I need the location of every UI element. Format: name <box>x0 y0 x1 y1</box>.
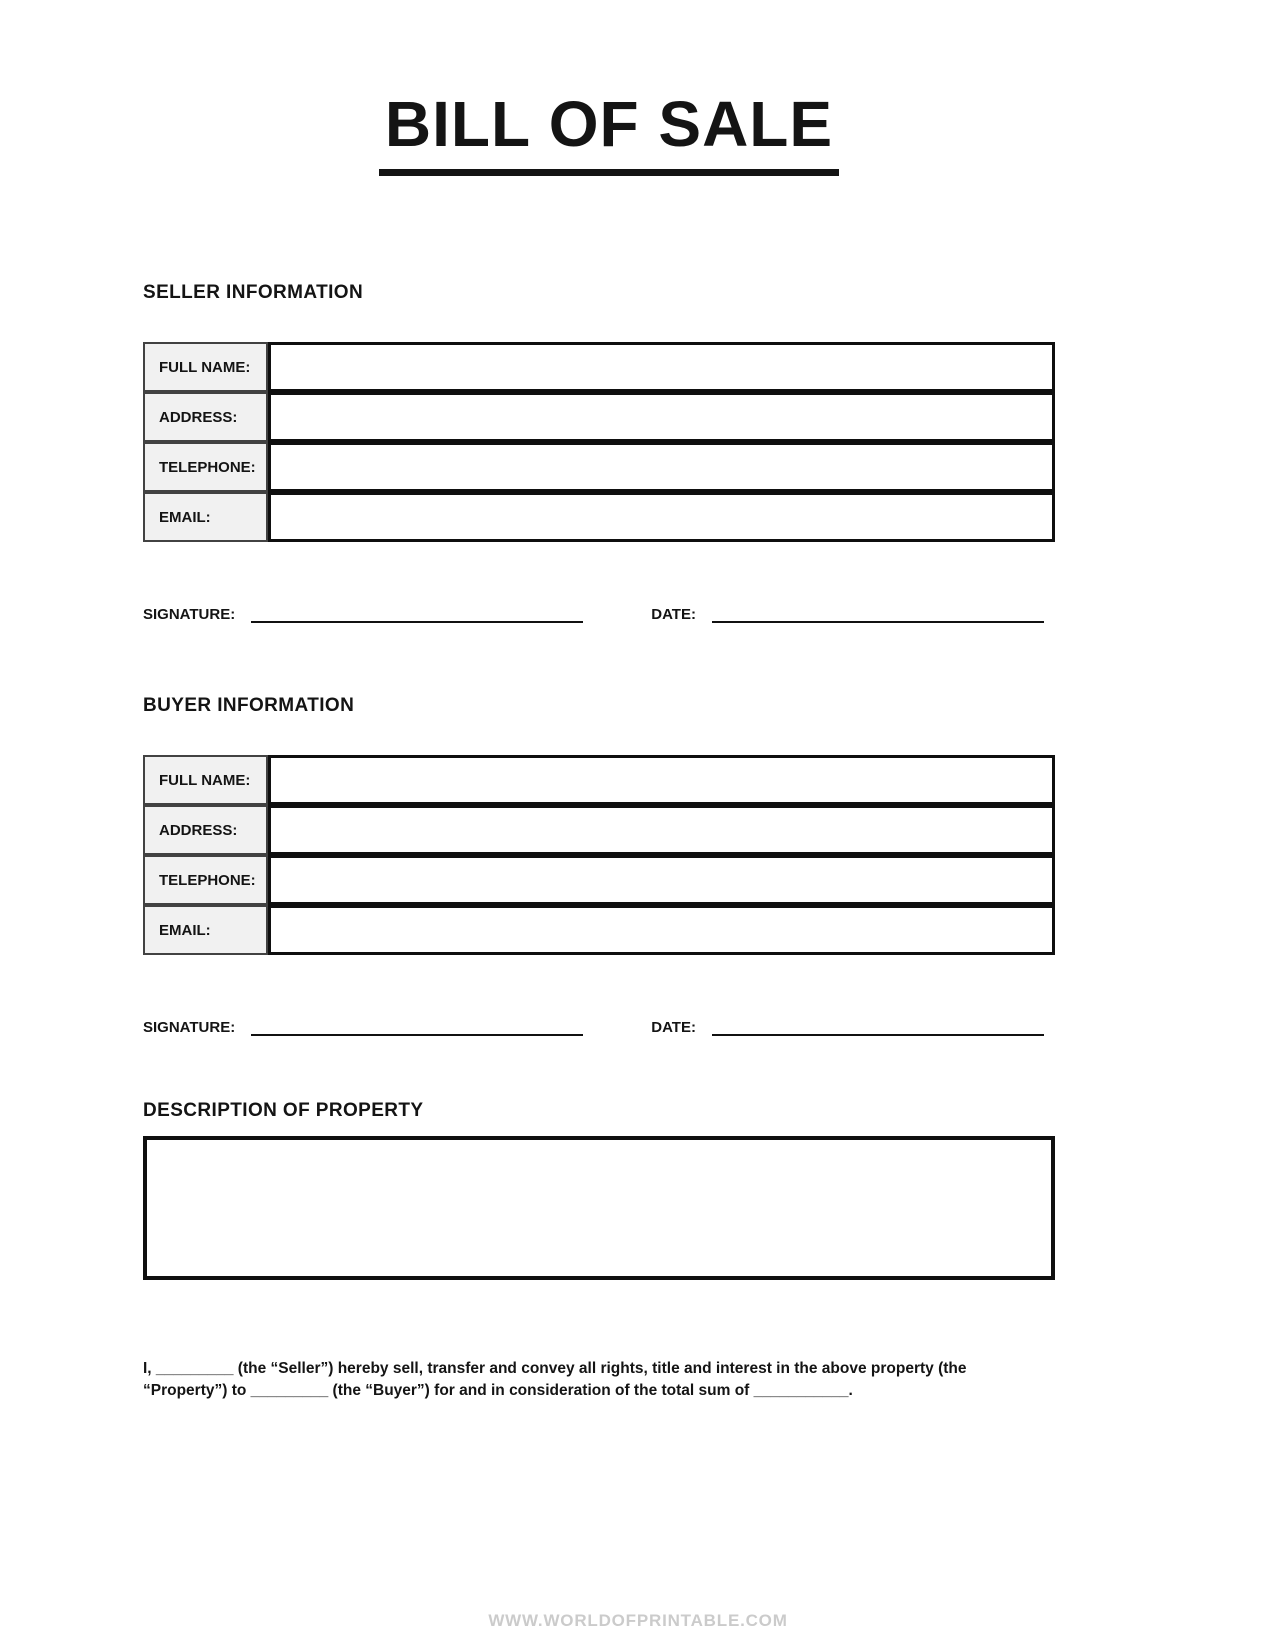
buyer-telephone-row <box>143 855 1055 905</box>
buyer-email-field[interactable] <box>268 905 1055 955</box>
buyer-signature-label: SIGNATURE: <box>143 1019 236 1036</box>
seller-signature-label: SIGNATURE: <box>143 606 236 623</box>
buyer-full-name-field[interactable] <box>268 755 1055 805</box>
title-underline-rule <box>379 169 839 176</box>
buyer-address-field[interactable] <box>268 805 1055 855</box>
footer-website-text: WWW.WORLDOFPRINTABLE.COM <box>488 1611 788 1630</box>
seller-date-line[interactable] <box>712 607 1044 623</box>
buyer-date-line[interactable] <box>712 1020 1044 1036</box>
declaration-text: I, _________ (the “Seller”) hereby sell, transfer and convey all rights, title and interest in the above property (the “Property”) to _________ (the “Buyer”) for and in consideration of the total sum of ___________. <box>143 1360 967 1399</box>
page-title: BILL OF SALE <box>384 88 834 160</box>
seller-section-heading: SELLER INFORMATION <box>143 282 364 303</box>
buyer-address-label: ADDRESS: <box>143 805 268 855</box>
buyer-full-name-label: FULL NAME: <box>143 755 268 805</box>
seller-email-field[interactable] <box>268 492 1055 542</box>
seller-full-name-field[interactable] <box>268 342 1055 392</box>
seller-info-table <box>143 342 1055 542</box>
seller-full-name-row <box>143 342 1055 392</box>
seller-full-name-label: FULL NAME: <box>143 342 268 392</box>
seller-date-label: DATE: <box>651 606 696 623</box>
seller-address-label: ADDRESS: <box>143 392 268 442</box>
buyer-info-table <box>143 755 1055 955</box>
property-section-heading: DESCRIPTION OF PROPERTY <box>143 1100 424 1121</box>
seller-telephone-row <box>143 442 1055 492</box>
buyer-full-name-row <box>143 755 1055 805</box>
seller-signature-row <box>143 606 1055 623</box>
seller-telephone-field[interactable] <box>268 442 1055 492</box>
form-content <box>143 282 1055 1402</box>
buyer-date-label: DATE: <box>651 1019 696 1036</box>
seller-telephone-label: TELEPHONE: <box>143 442 268 492</box>
buyer-telephone-label: TELEPHONE: <box>143 855 268 905</box>
property-description-field[interactable] <box>143 1136 1055 1280</box>
buyer-signature-line[interactable] <box>251 1020 583 1036</box>
buyer-address-row <box>143 805 1055 855</box>
seller-signature-line[interactable] <box>251 607 583 623</box>
seller-email-row <box>143 492 1055 542</box>
buyer-section-heading: BUYER INFORMATION <box>143 695 355 716</box>
seller-address-field[interactable] <box>268 392 1055 442</box>
seller-address-row <box>143 392 1055 442</box>
buyer-email-label: EMAIL: <box>143 905 268 955</box>
title-block <box>140 0 1078 176</box>
buyer-signature-row <box>143 1019 1055 1036</box>
buyer-telephone-field[interactable] <box>268 855 1055 905</box>
seller-email-label: EMAIL: <box>143 492 268 542</box>
buyer-email-row <box>143 905 1055 955</box>
